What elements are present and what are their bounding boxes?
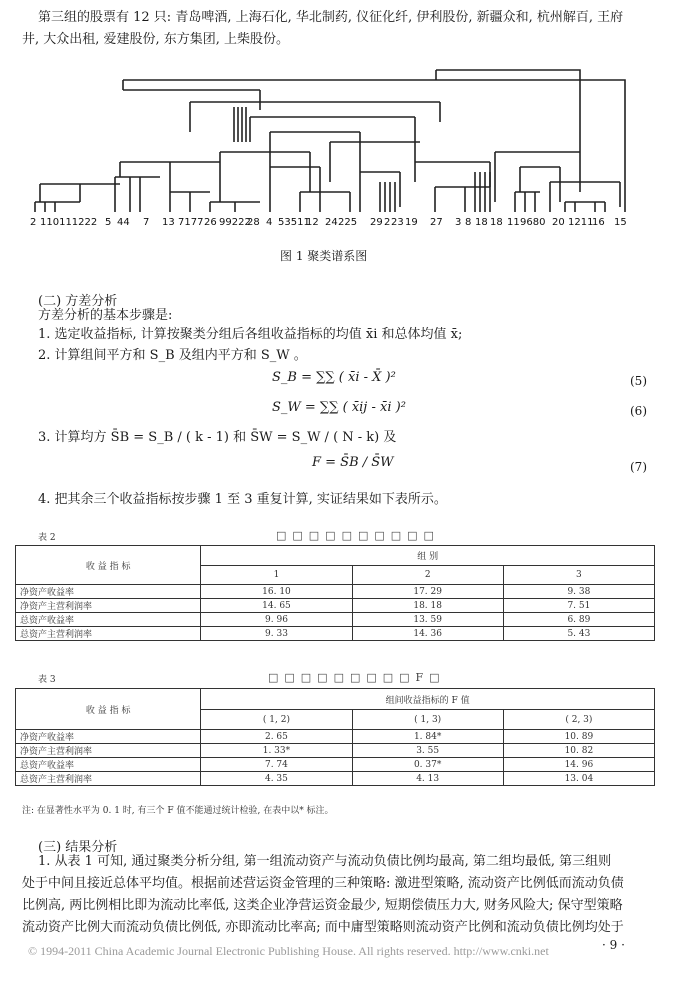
cell: 9. 33: [201, 627, 352, 641]
leaf-label: 13: [162, 217, 175, 228]
table-2-label: 表 2: [38, 533, 56, 543]
leaf-label: 29: [370, 217, 383, 228]
table-row: [16, 772, 655, 786]
cell: 2. 65: [201, 730, 352, 744]
table-row: [16, 627, 655, 641]
table-3: [15, 688, 655, 786]
leaf-label: 2: [30, 217, 37, 228]
step-1: 1. 选定收益指标, 计算按聚类分组后各组收益指标的均值 x̄i 和总体均值 x̄;: [38, 327, 463, 342]
cell: 5. 43: [503, 627, 654, 641]
leaf-label: 18: [490, 217, 503, 228]
cell: 14. 36: [352, 627, 503, 641]
cell: 10. 89: [503, 730, 654, 744]
cell: 4. 13: [352, 772, 503, 786]
results-line-4: 流动资产比例大而流动负债比例低, 亦即流动比率高; 而中庸型策略则流动资产比例和流动负债比例均处于: [22, 920, 624, 935]
table-2-col-2: 2: [352, 566, 503, 585]
section-heading-results: (三) 结果分析: [38, 840, 118, 855]
table-2-header-indicator: 收 益 指 标: [16, 546, 201, 585]
results-line-2: 处于中间且接近总体平均值。根据前述营运资金管理的三种策略: 激进型策略, 流动资产比例低而流动负债: [22, 876, 624, 891]
equation-7-number: (7): [630, 460, 647, 474]
table-3-col-1: ( 1, 2): [201, 710, 352, 730]
cell: 18. 18: [352, 599, 503, 613]
cell: 17. 29: [352, 585, 503, 599]
leaf-label: 28: [247, 217, 260, 228]
leaf-label: 7177: [178, 217, 204, 228]
leaf-label: 99222: [219, 217, 251, 228]
cell: 13. 59: [352, 613, 503, 627]
leaf-label: 7: [143, 217, 150, 228]
cell: 0. 37*: [352, 758, 503, 772]
cell: 14. 96: [503, 758, 654, 772]
row-name: 总资产收益率: [16, 758, 201, 772]
figure-caption: 图 1 聚类谱系图: [280, 249, 368, 263]
row-name: 总资产收益率: [16, 613, 201, 627]
results-line-3: 比例高, 两比例相比即为流动比率低, 这类企业净营运资金最少, 短期偿债压力大, 财务风险大; 保守型策略: [22, 898, 623, 913]
leaf-label: 16: [592, 217, 605, 228]
equation-6: S_W = ∑∑ ( x̄ij - x̄i )²: [272, 400, 406, 415]
leaf-label: 26: [204, 217, 217, 228]
dendrogram-figure: [20, 62, 670, 232]
table-row: [16, 758, 655, 772]
leaf-label: 110111222: [40, 217, 98, 228]
leaf-label: 19: [405, 217, 418, 228]
table-3-col-2: ( 1, 3): [352, 710, 503, 730]
copyright-footer: © 1994-2011 China Academic Journal Electronic Publishing House. All rights reserved. http://www.cnki.net: [28, 944, 549, 958]
cell: 13. 04: [503, 772, 654, 786]
table-3-label: 表 3: [38, 675, 56, 685]
table-row: [16, 744, 655, 758]
table-row: [16, 585, 655, 599]
table-2-col-1: 1: [201, 566, 352, 585]
leaf-label: 9680: [520, 217, 546, 228]
table-row: [16, 730, 655, 744]
table-2-col-3: 3: [503, 566, 654, 585]
leaf-label: 15: [614, 217, 627, 228]
table-3-header-indicator: 收 益 指 标: [16, 689, 201, 730]
cell: 9. 96: [201, 613, 352, 627]
step-2: 2. 计算组间平方和 S_B 及组内平方和 S_W 。: [38, 348, 307, 363]
results-line-1: 1. 从表 1 可知, 通过聚类分析分组, 第一组流动资产与流动负债比例均最高, 第二组均最低, 第三组则: [38, 854, 612, 869]
cell: 6. 89: [503, 613, 654, 627]
row-name: 净资产主营利润率: [16, 744, 201, 758]
leaf-label: 5: [105, 217, 112, 228]
leaf-label: 23: [391, 217, 404, 228]
dendrogram-leaf-labels: [30, 217, 627, 228]
leaf-label: 53511: [278, 217, 310, 228]
table-3-title: □□□□□□□□□F□: [268, 671, 446, 684]
equation-7: F = S̄B / S̄W: [312, 455, 394, 470]
cell: 1. 33*: [201, 744, 352, 758]
row-name: 净资产收益率: [16, 730, 201, 744]
intro-line-1: 第三组的股票有 12 只: 青岛啤酒, 上海石化, 华北制药, 仪征化纤, 伊利股份, 新疆众和, 杭州解百, 王府: [38, 10, 624, 25]
table-2: [15, 545, 655, 641]
table-2-header-group: 组 别: [201, 546, 655, 566]
leaf-label: 4: [266, 217, 273, 228]
cell: 9. 38: [503, 585, 654, 599]
cell: 3. 55: [352, 744, 503, 758]
table-3-header-group: 组间收益指标的 F 值: [201, 689, 655, 710]
row-name: 净资产收益率: [16, 585, 201, 599]
leaf-label: 2: [384, 217, 391, 228]
table-3-note: 注: 在显著性水平为 0. 1 时, 有三个 F 值不能通过统计检验, 在表中以* 标注。: [22, 806, 334, 816]
cell: 14. 65: [201, 599, 352, 613]
equation-6-number: (6): [630, 404, 647, 418]
leaf-label: 18: [475, 217, 488, 228]
cell: 16. 10: [201, 585, 352, 599]
intro-line-2: 井, 大众出租, 爱建股份, 东方集团, 上柴股份。: [22, 32, 290, 47]
row-name: 净资产主营利润率: [16, 599, 201, 613]
table-2-title: □□□□□□□□□□: [276, 529, 440, 542]
table-row: [16, 613, 655, 627]
leaf-label: 27: [430, 217, 443, 228]
equation-5: S_B = ∑∑ ( x̄i - X̄ )²: [272, 370, 396, 385]
dendrogram-branches: [35, 70, 625, 212]
cell: 7. 51: [503, 599, 654, 613]
page-number: · 9 ·: [602, 938, 625, 952]
leaf-label: 24: [325, 217, 338, 228]
equation-5-number: (5): [630, 374, 647, 388]
row-name: 总资产主营利润率: [16, 627, 201, 641]
steps-intro: 方差分析的基本步骤是:: [38, 308, 173, 323]
leaf-label: 12: [306, 217, 319, 228]
leaf-label: 11: [507, 217, 520, 228]
table-3-col-3: ( 2, 3): [503, 710, 654, 730]
leaf-label: 8: [465, 217, 472, 228]
leaf-label: 44: [117, 217, 130, 228]
cell: 10. 82: [503, 744, 654, 758]
leaf-label: 225: [338, 217, 358, 228]
leaf-label: 20: [552, 217, 565, 228]
leaf-label: 3: [455, 217, 462, 228]
step-4: 4. 把其余三个收益指标按步骤 1 至 3 重复计算, 实证结果如下表所示。: [38, 492, 447, 507]
table-row: [16, 599, 655, 613]
step-3: 3. 计算均方 S̄B = S_B / ( k - 1) 和 S̄W = S_W / ( N - k) 及: [38, 430, 397, 445]
row-name: 总资产主营利润率: [16, 772, 201, 786]
cell: 7. 74: [201, 758, 352, 772]
cell: 1. 84*: [352, 730, 503, 744]
cell: 4. 35: [201, 772, 352, 786]
leaf-label: 1211: [568, 217, 594, 228]
section-heading-variance: (二) 方差分析: [38, 294, 118, 309]
